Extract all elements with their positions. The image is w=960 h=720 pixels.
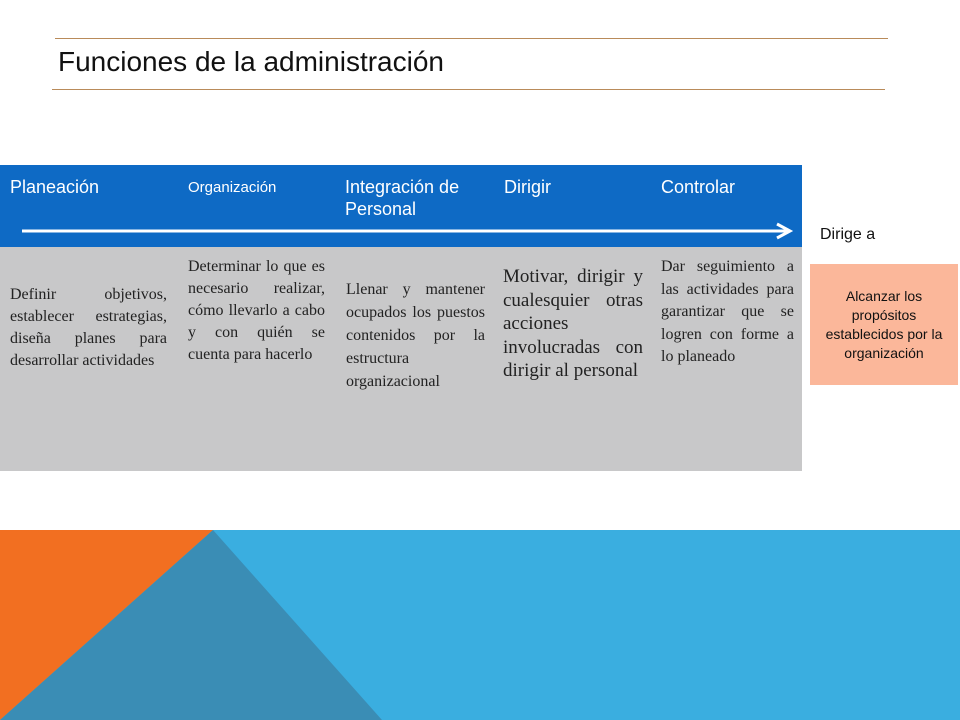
slide-title: Funciones de la administración — [58, 46, 444, 77]
column-header-planeacion: Planeación — [10, 177, 100, 197]
column-text-dirigir: Motivar, dirigir y cualesquier otras acciones involucradas con dirigir al personal — [503, 266, 643, 381]
arrow-label: Dirige a — [820, 226, 876, 243]
arrow-right-icon — [22, 221, 797, 241]
column-header-dirigir: Dirigir — [504, 177, 551, 197]
column-header-organizacion: Organización — [188, 179, 277, 196]
column-header-controlar: Controlar — [661, 177, 736, 197]
column-text-organizacion: Determinar lo que es necesario realizar, cómo llevarlo a cabo y con quién se cuenta para hacerlo — [188, 258, 325, 363]
title-bottom-rule — [52, 89, 885, 90]
column-text-controlar: Dar seguimiento a las actividades para garantizar que se logren con forme a lo planeado — [661, 258, 794, 365]
footer-decoration — [0, 530, 960, 720]
title-top-rule — [55, 38, 888, 39]
column-text-integracion: Llenar y mantener ocupados los puestos contenidos por la estructura organizacional — [346, 281, 485, 390]
goal-box — [810, 264, 958, 385]
column-header-integracion: Integración de Personal — [345, 177, 460, 219]
goal-text: Alcanzar los propósitos establecidos por la organización — [825, 287, 943, 361]
column-text-planeacion: Definir objetivos, establecer estrategias, diseña planes para desarrollar actividades — [10, 286, 167, 369]
